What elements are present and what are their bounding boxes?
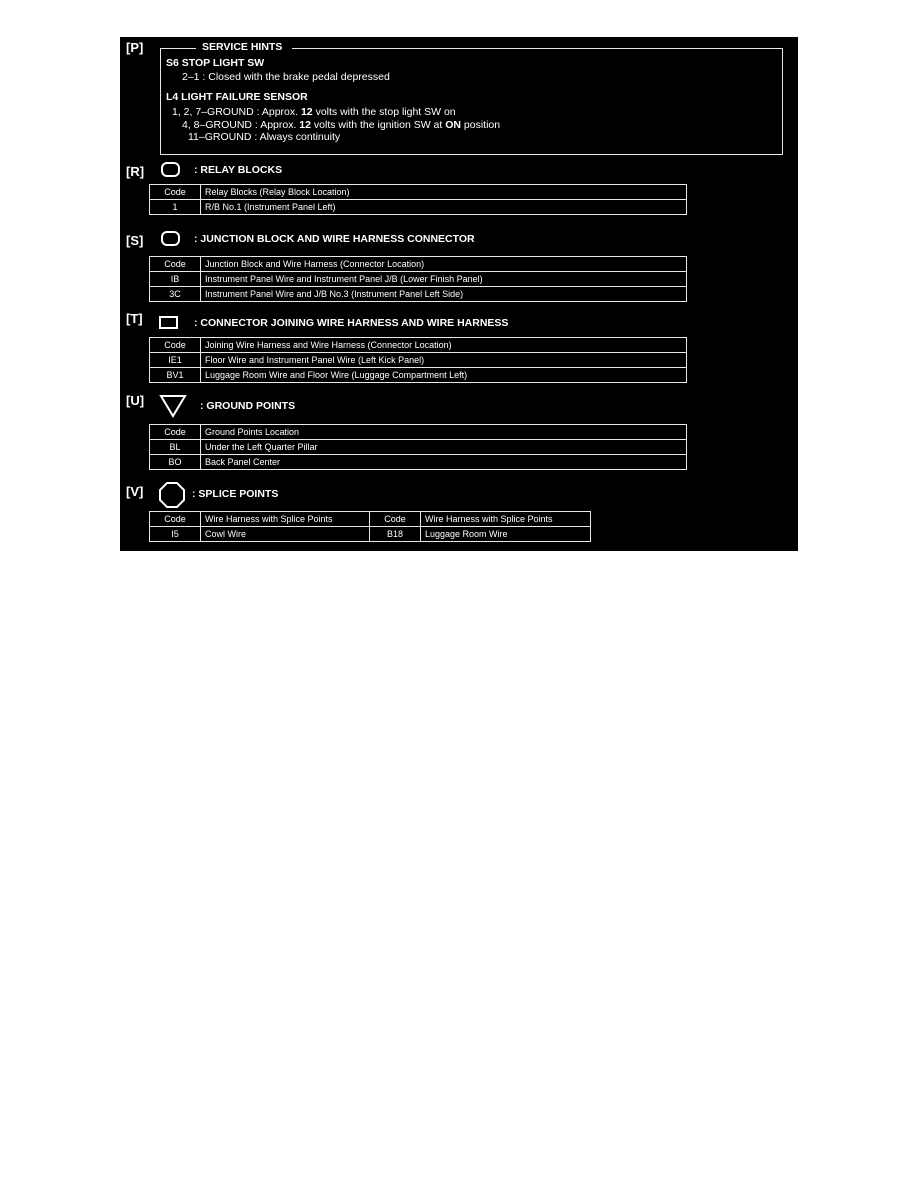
table-cell-code: BL (150, 440, 201, 455)
l4-hint-line: 11–GROUND : Always continuity (188, 131, 341, 143)
table-cell-code: 3C (150, 287, 201, 302)
table-header-row (150, 185, 687, 200)
table-header-row (150, 425, 687, 440)
table-header-cell: Relay Blocks (Relay Block Location) (201, 185, 687, 200)
table-cell-code: BV1 (150, 368, 201, 383)
section-letter-t: [T] (126, 311, 143, 326)
section-letter-p: [P] (126, 40, 144, 55)
ground-point-icon (158, 393, 188, 419)
l4-hint-line: 1, 2, 7–GROUND : Approx. 12 volts with the stop light SW on (172, 106, 456, 118)
table-header-cell: Wire Harness with Splice Points (421, 512, 591, 527)
table-header-row (150, 257, 687, 272)
table-cell-code: IE1 (150, 353, 201, 368)
table-row (150, 527, 591, 542)
table-cell-code: I5 (150, 527, 201, 542)
section-letter-u: [U] (126, 393, 145, 408)
s6-hint-line: 2–1 : Closed with the brake pedal depressed (182, 71, 390, 83)
table-header-cell: Wire Harness with Splice Points (201, 512, 370, 527)
junction-block-icon (160, 230, 182, 248)
table-row (150, 368, 687, 383)
s6-title: S6 STOP LIGHT SW (166, 57, 265, 69)
section-letter-r: [R] (126, 164, 145, 179)
junction-block-table (149, 256, 687, 302)
table-cell: Cowl Wire (201, 527, 370, 542)
table-cell-code: BO (150, 455, 201, 470)
relay-block-icon (160, 161, 182, 179)
splice-point-icon (158, 481, 186, 509)
table-cell: R/B No.1 (Instrument Panel Left) (201, 200, 687, 215)
table-header-cell: Code (150, 338, 201, 353)
table-header-row (150, 512, 591, 527)
table-row (150, 272, 687, 287)
ground-points-heading: : GROUND POINTS (200, 400, 296, 412)
table-header-row (150, 338, 687, 353)
table-header-cell: Code (150, 425, 201, 440)
table-header-cell: Code (370, 512, 421, 527)
table-header-cell: Joining Wire Harness and Wire Harness (Connector Location) (201, 338, 687, 353)
table-cell: Luggage Room Wire (421, 527, 591, 542)
table-row (150, 440, 687, 455)
table-cell: Instrument Panel Wire and Instrument Panel J/B (Lower Finish Panel) (201, 272, 687, 287)
splice-points-table (149, 511, 591, 542)
table-header-cell: Code (150, 512, 201, 527)
table-row (150, 200, 687, 215)
table-header-cell: Code (150, 257, 201, 272)
wiring-diagram-sheet (120, 37, 798, 551)
connector-joining-heading: : CONNECTOR JOINING WIRE HARNESS AND WIRE HARNESS (194, 317, 509, 329)
table-header-cell: Junction Block and Wire Harness (Connector Location) (201, 257, 687, 272)
splice-points-heading: : SPLICE POINTS (192, 488, 279, 500)
ground-points-table (149, 424, 687, 470)
table-cell: Instrument Panel Wire and J/B No.3 (Instrument Panel Left Side) (201, 287, 687, 302)
table-header-cell: Code (150, 185, 201, 200)
l4-title: L4 LIGHT FAILURE SENSOR (166, 91, 308, 103)
section-letter-v: [V] (126, 484, 144, 499)
table-cell: Floor Wire and Instrument Panel Wire (Left Kick Panel) (201, 353, 687, 368)
table-cell: Under the Left Quarter Pillar (201, 440, 687, 455)
junction-block-heading: : JUNCTION BLOCK AND WIRE HARNESS CONNECTOR (194, 233, 475, 245)
relay-blocks-heading: : RELAY BLOCKS (194, 164, 283, 176)
connector-joining-table (149, 337, 687, 383)
relay-blocks-table (149, 184, 687, 215)
table-cell-code: IB (150, 272, 201, 287)
table-cell-code: 1 (150, 200, 201, 215)
table-cell: Back Panel Center (201, 455, 687, 470)
table-cell-code: B18 (370, 527, 421, 542)
table-row (150, 287, 687, 302)
table-cell: Luggage Room Wire and Floor Wire (Luggage Compartment Left) (201, 368, 687, 383)
section-letter-s: [S] (126, 233, 144, 248)
table-row (150, 353, 687, 368)
connector-icon (158, 315, 180, 331)
table-row (150, 455, 687, 470)
table-header-cell: Ground Points Location (201, 425, 687, 440)
service-hints-title: SERVICE HINTS (202, 41, 283, 53)
l4-hint-line: 4, 8–GROUND : Approx. 12 volts with the ignition SW at ON position (182, 119, 501, 131)
